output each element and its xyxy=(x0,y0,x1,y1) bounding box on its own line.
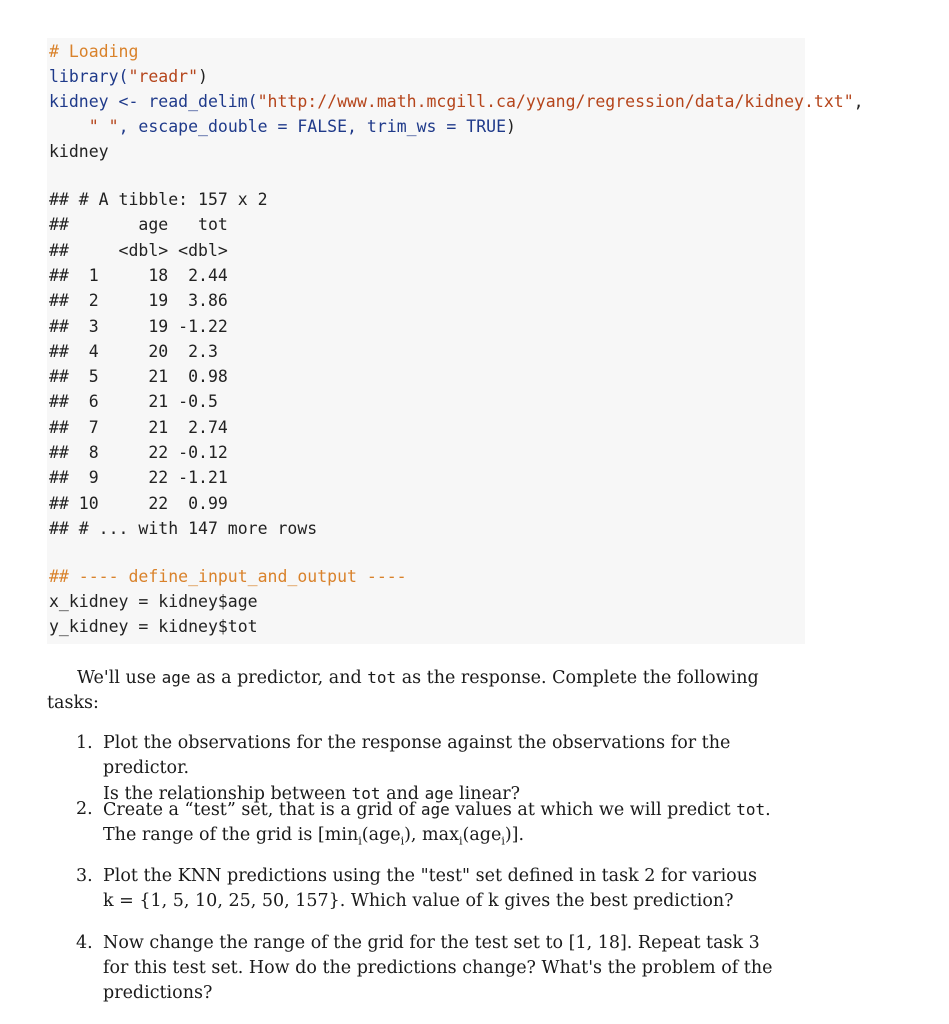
intro-line-1 xyxy=(47,665,801,691)
code-indent xyxy=(49,117,89,136)
code-punct: ) xyxy=(506,117,516,136)
task-number: 3. xyxy=(76,866,93,886)
code-arg: , escape_double = xyxy=(118,117,298,136)
task-tot-code: tot xyxy=(351,784,381,803)
output-line: ## 7 21 2.74 xyxy=(49,417,228,437)
intro-line-2: tasks: xyxy=(47,693,99,713)
math-subscript: i xyxy=(358,834,362,848)
task-text-part: (age xyxy=(462,825,502,845)
code-punct: ) xyxy=(198,67,208,86)
code-arg: , trim_ws = xyxy=(347,117,467,136)
output-line: ## # ... with 147 more rows xyxy=(49,518,318,538)
code-read-delim-line xyxy=(49,92,864,112)
output-line: ## 6 21 -0.5 xyxy=(49,392,218,412)
task-text-part: ), max xyxy=(404,825,459,845)
task-body xyxy=(103,931,804,1006)
task-text: for this test set. How do the predictions change? What's the problem of the xyxy=(103,958,773,978)
output-line: ## 1 18 2.44 xyxy=(49,265,228,285)
task-text: Plot the KNN predictions using the "test" set defined in task 2 for various xyxy=(103,866,757,886)
task-text-part: The range of the grid is [min xyxy=(103,825,359,845)
task-text-part: and xyxy=(380,784,425,804)
task-text-part: )]. xyxy=(504,825,525,845)
code-kidney-line: kidney xyxy=(49,142,109,161)
output-line: ## <dbl> <dbl> xyxy=(49,240,228,260)
output-line: ## 4 20 2.3 xyxy=(49,341,218,361)
task-4 xyxy=(76,931,804,1006)
intro-text: as the response. Complete the following xyxy=(396,668,759,688)
task-age-code: age xyxy=(424,784,454,803)
task-number: 2. xyxy=(76,799,93,819)
code-string: "readr" xyxy=(128,67,199,86)
task-text: k = {1, 5, 10, 25, 50, 157}. Which value of k gives the best prediction? xyxy=(103,891,734,911)
code-y-kidney-line: y_kidney = kidney$tot xyxy=(49,617,258,636)
task-3 xyxy=(76,864,804,914)
task-text-part: linear? xyxy=(453,784,521,804)
task-text-part: Create a “test” set, that is a grid of xyxy=(103,800,421,820)
code-x-kidney-line: x_kidney = kidney$age xyxy=(49,592,258,611)
code-chunk-label: ## ---- define_input_and_output ---- xyxy=(49,567,407,586)
task-text-part: Is the relationship between xyxy=(103,784,352,804)
code-url-string: "http://www.math.mcgill.ca/yyang/regression/data/kidney.txt" xyxy=(257,92,854,111)
output-line: ## 8 22 -0.12 xyxy=(49,443,228,462)
math-subscript: i xyxy=(400,834,405,848)
math-subscript: i xyxy=(501,834,505,848)
task-text xyxy=(103,823,804,854)
task-text-part: values at which we will predict xyxy=(449,800,737,820)
task-body xyxy=(103,797,804,854)
output-line: ## 10 22 0.99 xyxy=(49,493,228,513)
intro-paragraph xyxy=(47,665,801,716)
task-text: predictions? xyxy=(103,983,213,1003)
code-true: TRUE xyxy=(466,117,507,136)
code-delim-string: " " xyxy=(88,117,119,136)
task-text-part: . xyxy=(765,800,771,820)
intro-text: We'll use xyxy=(77,668,162,688)
output-line: ## # A tibble: 157 x 2 xyxy=(49,190,268,209)
task-2 xyxy=(76,797,804,854)
task-text xyxy=(103,797,804,823)
output-line: ## age tot xyxy=(49,215,228,235)
code-punct: , xyxy=(853,92,864,111)
code-comment-loading: # Loading xyxy=(49,42,139,61)
intro-tot-code: tot xyxy=(367,668,397,687)
intro-text: as a predictor, and xyxy=(190,668,368,688)
task-body xyxy=(103,731,804,807)
code-args-line xyxy=(49,117,516,137)
task-tot-code: tot xyxy=(736,800,766,819)
output-line: ## 3 19 -1.22 xyxy=(49,316,228,336)
math-subscript: i xyxy=(458,834,463,848)
code-fn: kidney <- read_delim( xyxy=(49,92,258,111)
code-false: FALSE xyxy=(297,117,348,136)
task-text: Plot the observations for the response against the observations for the predictor. xyxy=(103,733,731,778)
task-number: 4. xyxy=(76,933,93,953)
code-library-line xyxy=(49,67,208,87)
task-text: Now change the range of the grid for the test set to [1, 18]. Repeat task 3 xyxy=(103,933,760,953)
code-fn: library( xyxy=(49,67,129,86)
task-age-code: age xyxy=(420,800,450,819)
task-1 xyxy=(76,731,804,807)
task-body xyxy=(103,864,804,914)
task-number: 1. xyxy=(76,733,93,753)
output-line: ## 2 19 3.86 xyxy=(49,291,228,311)
task-text-part: (age xyxy=(361,825,401,845)
output-line: ## 5 21 0.98 xyxy=(49,367,228,387)
output-line: ## 9 22 -1.21 xyxy=(49,468,228,488)
intro-age-code: age xyxy=(161,668,191,687)
